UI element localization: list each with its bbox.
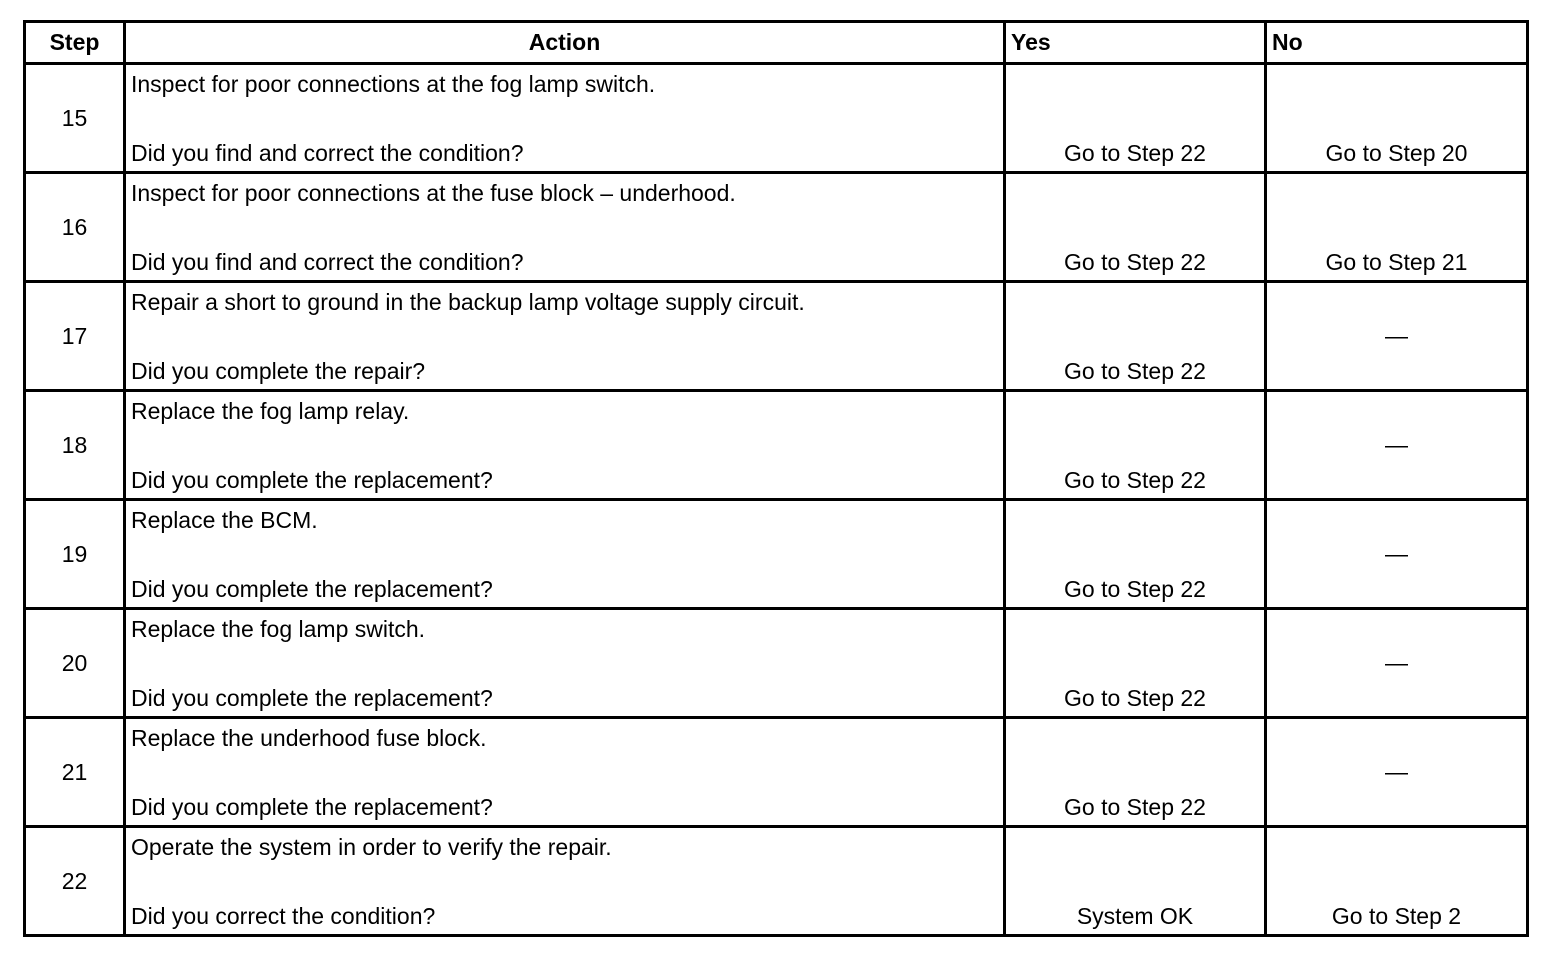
action-instruction: Operate the system in order to verify the repair. (131, 834, 612, 860)
no-cell (1266, 173, 1528, 282)
action-question: Did you complete the replacement? (131, 794, 493, 820)
no-dash: — (1385, 649, 1408, 676)
yes-cell (1005, 391, 1266, 500)
no-cell (1266, 718, 1528, 827)
header-step: Step (25, 22, 125, 64)
action-instruction: Replace the fog lamp relay. (131, 398, 410, 424)
yes-cell (1005, 173, 1266, 282)
step-number: 16 (25, 173, 125, 282)
table-row (25, 827, 1528, 936)
action-question: Did you complete the replacement? (131, 467, 493, 493)
no-cell (1266, 827, 1528, 936)
step-number: 18 (25, 391, 125, 500)
table-row (25, 64, 1528, 173)
diagnostic-table-container (23, 20, 1526, 937)
table-row (25, 718, 1528, 827)
header-action: Action (125, 22, 1005, 64)
action-instruction: Inspect for poor connections at the fuse block – underhood. (131, 180, 736, 206)
yes-cell (1005, 500, 1266, 609)
no-cell (1266, 609, 1528, 718)
yes-result: Go to Step 22 (1064, 467, 1206, 493)
no-cell (1266, 500, 1528, 609)
yes-result: Go to Step 22 (1064, 794, 1206, 820)
yes-result: System OK (1076, 903, 1194, 929)
action-instruction: Replace the underhood fuse block. (131, 725, 487, 751)
no-result: Go to Step 2 (1331, 903, 1462, 929)
yes-cell (1005, 64, 1266, 173)
step-number: 15 (25, 64, 125, 173)
action-question: Did you complete the replacement? (131, 576, 493, 602)
yes-result: Go to Step 22 (1064, 576, 1206, 602)
action-instruction: Repair a short to ground in the backup lamp voltage supply circuit. (131, 289, 805, 315)
step-number: 17 (25, 282, 125, 391)
yes-cell (1005, 718, 1266, 827)
header-yes: Yes (1005, 22, 1266, 64)
no-cell (1266, 64, 1528, 173)
table-row (25, 173, 1528, 282)
action-question: Did you complete the repair? (131, 358, 426, 384)
action-cell (125, 827, 1005, 936)
action-cell (125, 609, 1005, 718)
action-cell (125, 391, 1005, 500)
table-row (25, 391, 1528, 500)
step-number: 21 (25, 718, 125, 827)
step-number: 22 (25, 827, 125, 936)
table-row (25, 282, 1528, 391)
table-header-row (25, 22, 1528, 64)
no-cell (1266, 391, 1528, 500)
action-instruction: Replace the fog lamp switch. (131, 616, 426, 642)
diagnostic-steps-table (23, 20, 1529, 937)
action-cell (125, 64, 1005, 173)
action-cell (125, 500, 1005, 609)
action-instruction: Replace the BCM. (131, 507, 318, 533)
no-dash: — (1385, 540, 1408, 567)
no-dash: — (1385, 431, 1408, 458)
action-question: Did you find and correct the condition? (131, 249, 524, 275)
action-question: Did you find and correct the condition? (131, 140, 524, 166)
action-question: Did you complete the replacement? (131, 685, 493, 711)
no-dash: — (1385, 758, 1408, 785)
step-number: 19 (25, 500, 125, 609)
action-cell (125, 173, 1005, 282)
no-dash: — (1385, 322, 1408, 349)
table-row (25, 609, 1528, 718)
yes-cell (1005, 827, 1266, 936)
action-instruction: Inspect for poor connections at the fog lamp switch. (131, 71, 656, 97)
yes-cell (1005, 282, 1266, 391)
action-question: Did you correct the condition? (131, 903, 436, 929)
no-cell (1266, 282, 1528, 391)
action-cell (125, 718, 1005, 827)
table-row (25, 500, 1528, 609)
yes-result: Go to Step 22 (1064, 140, 1206, 166)
yes-result: Go to Step 22 (1064, 685, 1206, 711)
no-result: Go to Step 20 (1325, 140, 1468, 166)
header-no: No (1266, 22, 1528, 64)
yes-result: Go to Step 22 (1064, 249, 1206, 275)
action-cell (125, 282, 1005, 391)
step-number: 20 (25, 609, 125, 718)
yes-cell (1005, 609, 1266, 718)
no-result: Go to Step 21 (1325, 249, 1468, 275)
yes-result: Go to Step 22 (1064, 358, 1206, 384)
